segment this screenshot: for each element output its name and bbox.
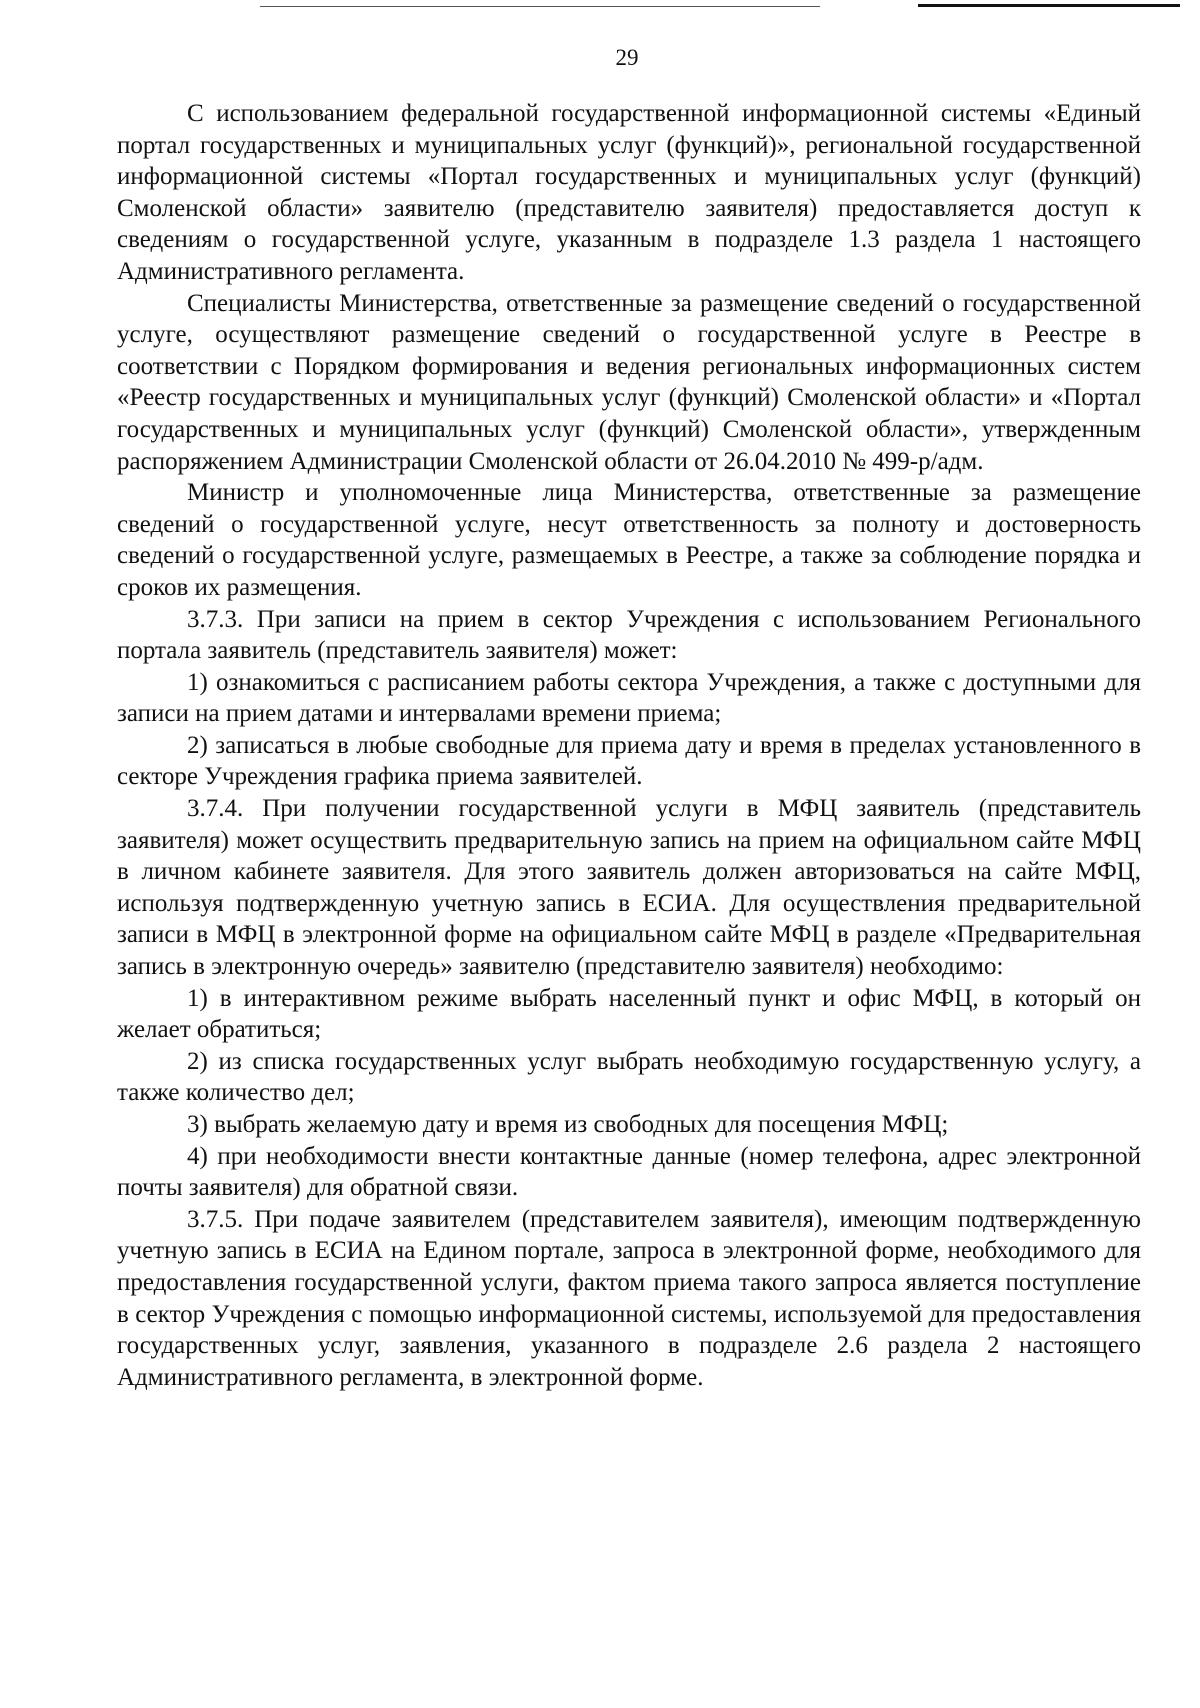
paragraph-3-7-3: 3.7.3. При записи на прием в сектор Учреждения с использованием Регионального портала заявитель (представитель заявителя) может: <box>117 605 1141 665</box>
paragraph-3-7-5: 3.7.5. При подаче заявителем (представителем заявителя), имеющим подтвержденную учетную запись в ЕСИА на Едином портале, запроса в электронной форме, необходимого для предоставления государственной услуги, фактом приема такого запроса является поступление в сектор Учреждения с помощью информационной системы, используемой для предоставления государственных услуг, заявления, указанного в подразделе 2.6 раздела 2 настоящего Административного регламента, в электронной форме. <box>117 1205 1141 1391</box>
scan-artifact-line <box>260 6 820 7</box>
document-body <box>117 98 1141 1393</box>
paragraph-3-7-4: 3.7.4. При получении государственной услуги в МФЦ заявитель (представитель заявителя) может осуществить предварительную запись на прием на официальном сайте МФЦ в личном кабинете заявителя. Для этого заявитель должен авторизоваться на сайте МФЦ, используя подтвержденную учетную запись в ЕСИА. Для осуществления предварительной записи в МФЦ в электронной форме на официальном сайте МФЦ в разделе «Предварительная запись в электронную очередь» заявителю (представителю заявителя) необходимо: <box>117 795 1141 981</box>
list-item-3-7-4-2: 2) из списка государственных услуг выбрать необходимую государственную услугу, а также количество дел; <box>117 1047 1141 1107</box>
list-item-3-7-4-1: 1) в интерактивном режиме выбрать населенный пункт и офис МФЦ, в который он желает обратиться; <box>117 984 1141 1044</box>
page-number: 29 <box>615 45 639 70</box>
list-item-3-7-4-3: 3) выбрать желаемую дату и время из свободных для посещения МФЦ; <box>187 1111 949 1138</box>
list-item-3-7-3-2: 2) записаться в любые свободные для приема дату и время в пределах установленного в секторе Учреждения графика приема заявителей. <box>117 731 1141 791</box>
list-item-3-7-4-4: 4) при необходимости внести контактные данные (номер телефона, адрес электронной почты заявителя) для обратной связи. <box>117 1142 1141 1202</box>
paragraph-portal-access: С использованием федеральной государственной информационной системы «Единый портал государственных и муниципальных услуг (функций)», региональной государственной информационной системы «Портал государственных и муниципальных услуг (функций) Смоленской области» заявителю (представителю заявителя) предоставляется доступ к сведениям о государственной услуге, указанным в подразделе 1.3 раздела 1 настоящего Административного регламента. <box>117 100 1141 285</box>
list-item-3-7-3-1: 1) ознакомиться с расписанием работы сектора Учреждения, а также с доступными для записи на прием датами и интервалами времени приема; <box>117 668 1141 728</box>
paragraph-responsibility: Министр и уполномоченные лица Министерства, ответственные за размещение сведений о государственной услуге, несут ответственность за полноту и достоверность сведений о государственной услуге, размещаемых в Реестре, а также за соблюдение порядка и сроков их размещения. <box>117 479 1141 601</box>
paragraph-registry-placement: Специалисты Министерства, ответственные за размещение сведений о государственной услуге, осуществляют размещение сведений о государственной услуге в Реестре в соответствии с Порядком формирования и ведения региональных информационных систем «Реестр государственных и муниципальных услуг (функций) Смоленской области» и «Портал государственных и муниципальных услуг (функций) Смоленской области», утвержденным распоряжением Администрации Смоленской области от 26.04.2010 № 499-р/адм. <box>117 289 1141 475</box>
scan-artifact-line <box>918 4 1180 7</box>
